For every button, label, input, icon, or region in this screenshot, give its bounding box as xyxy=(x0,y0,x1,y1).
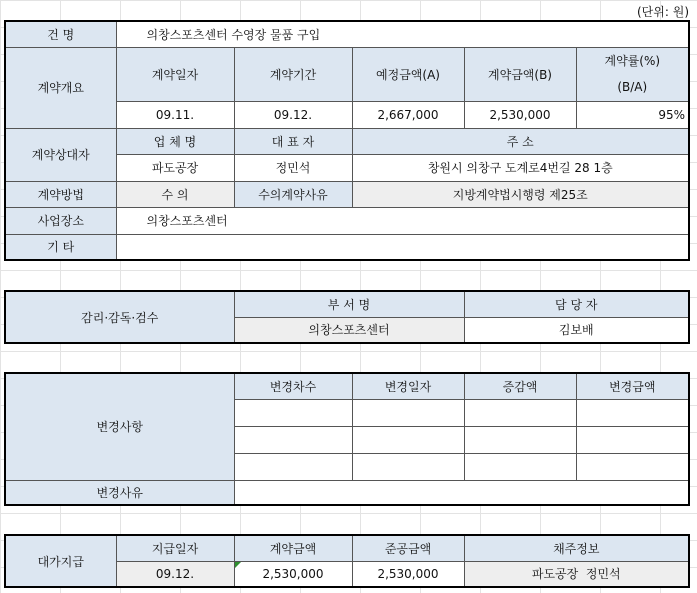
contract-rate-header-line2: (B/A) xyxy=(617,80,648,94)
change-reason-label: 변경사유 xyxy=(5,480,234,505)
manager-header: 담 당 자 xyxy=(464,291,689,317)
change-round-cell xyxy=(234,426,352,453)
contract-amount-header: 계약금액(B) xyxy=(464,47,576,101)
contract-period-value: 09.12. xyxy=(234,101,352,128)
inspection-label: 감리·감독·검수 xyxy=(5,291,234,343)
department-value: 의창스포츠센터 xyxy=(234,317,464,343)
change-date-cell xyxy=(352,426,464,453)
change-round-cell xyxy=(234,453,352,480)
contract-table xyxy=(4,20,690,261)
business-site-label: 사업장소 xyxy=(5,207,116,234)
creditor-info-header: 채주정보 xyxy=(464,535,689,561)
department-header: 부 서 명 xyxy=(234,291,464,317)
contract-date-value: 09.11. xyxy=(116,101,234,128)
address-value: 창원시 의창구 도계로4번길 28 1층 xyxy=(352,154,689,181)
creditor-info-value: 파도공장 정민석 xyxy=(464,561,689,587)
contract-method-value: 수 의 xyxy=(116,181,234,207)
unit-note: (단위: 원) xyxy=(637,5,689,19)
etc-value xyxy=(116,234,689,260)
private-contract-reason-value: 지방계약법시행령 제25조 xyxy=(352,181,689,207)
company-name-header: 업 체 명 xyxy=(116,128,234,154)
changed-amount-header: 변경금액 xyxy=(576,373,689,399)
payment-contract-amount-header: 계약금액 xyxy=(234,535,352,561)
change-delta-cell xyxy=(464,453,576,480)
payment-table xyxy=(4,534,690,588)
ceo-value: 정민석 xyxy=(234,154,352,181)
estimate-amount-value: 2,667,000 xyxy=(352,101,464,128)
manager-value: 김보배 xyxy=(464,317,689,343)
completion-amount-value: 2,530,000 xyxy=(352,561,464,587)
changed-amount-cell xyxy=(576,426,689,453)
contract-date-header: 계약일자 xyxy=(116,47,234,101)
contract-period-header: 계약기간 xyxy=(234,47,352,101)
payment-contract-amount-value: 2,530,000 xyxy=(234,561,352,587)
change-delta-cell xyxy=(464,426,576,453)
company-name-value: 파도공장 xyxy=(116,154,234,181)
change-delta-cell xyxy=(464,399,576,426)
change-round-header: 변경차수 xyxy=(234,373,352,399)
completion-amount-header: 준공금액 xyxy=(352,535,464,561)
contract-amount-value: 2,530,000 xyxy=(464,101,576,128)
changed-amount-cell xyxy=(576,453,689,480)
ceo-header: 대 표 자 xyxy=(234,128,352,154)
etc-label: 기 타 xyxy=(5,234,116,260)
payment-date-header: 지급일자 xyxy=(116,535,234,561)
contract-rate-header xyxy=(576,47,689,101)
contract-name-value: 의창스포츠센터 수영장 물품 구입 xyxy=(116,21,689,47)
change-delta-header: 증감액 xyxy=(464,373,576,399)
private-contract-reason-label: 수의계약사유 xyxy=(234,181,352,207)
changed-amount-cell xyxy=(576,399,689,426)
change-date-cell xyxy=(352,399,464,426)
contract-rate-header-line1: 계약률(%) xyxy=(604,54,661,68)
contract-name-label: 건 명 xyxy=(5,21,116,47)
change-date-header: 변경일자 xyxy=(352,373,464,399)
changes-label: 변경사항 xyxy=(5,373,234,480)
inspection-table xyxy=(4,290,690,344)
change-date-cell xyxy=(352,453,464,480)
payment-label: 대가지급 xyxy=(5,535,116,587)
contract-method-label: 계약방법 xyxy=(5,181,116,207)
contract-party-label: 계약상대자 xyxy=(5,128,116,181)
address-header: 주 소 xyxy=(352,128,689,154)
change-round-cell xyxy=(234,399,352,426)
estimate-amount-header: 예정금액(A) xyxy=(352,47,464,101)
contract-overview-label: 계약개요 xyxy=(5,47,116,128)
business-site-value: 의창스포츠센터 xyxy=(116,207,689,234)
changes-table xyxy=(4,372,690,506)
change-reason-value xyxy=(234,480,689,505)
contract-rate-value: 95% xyxy=(576,101,689,128)
payment-date-value: 09.12. xyxy=(116,561,234,587)
